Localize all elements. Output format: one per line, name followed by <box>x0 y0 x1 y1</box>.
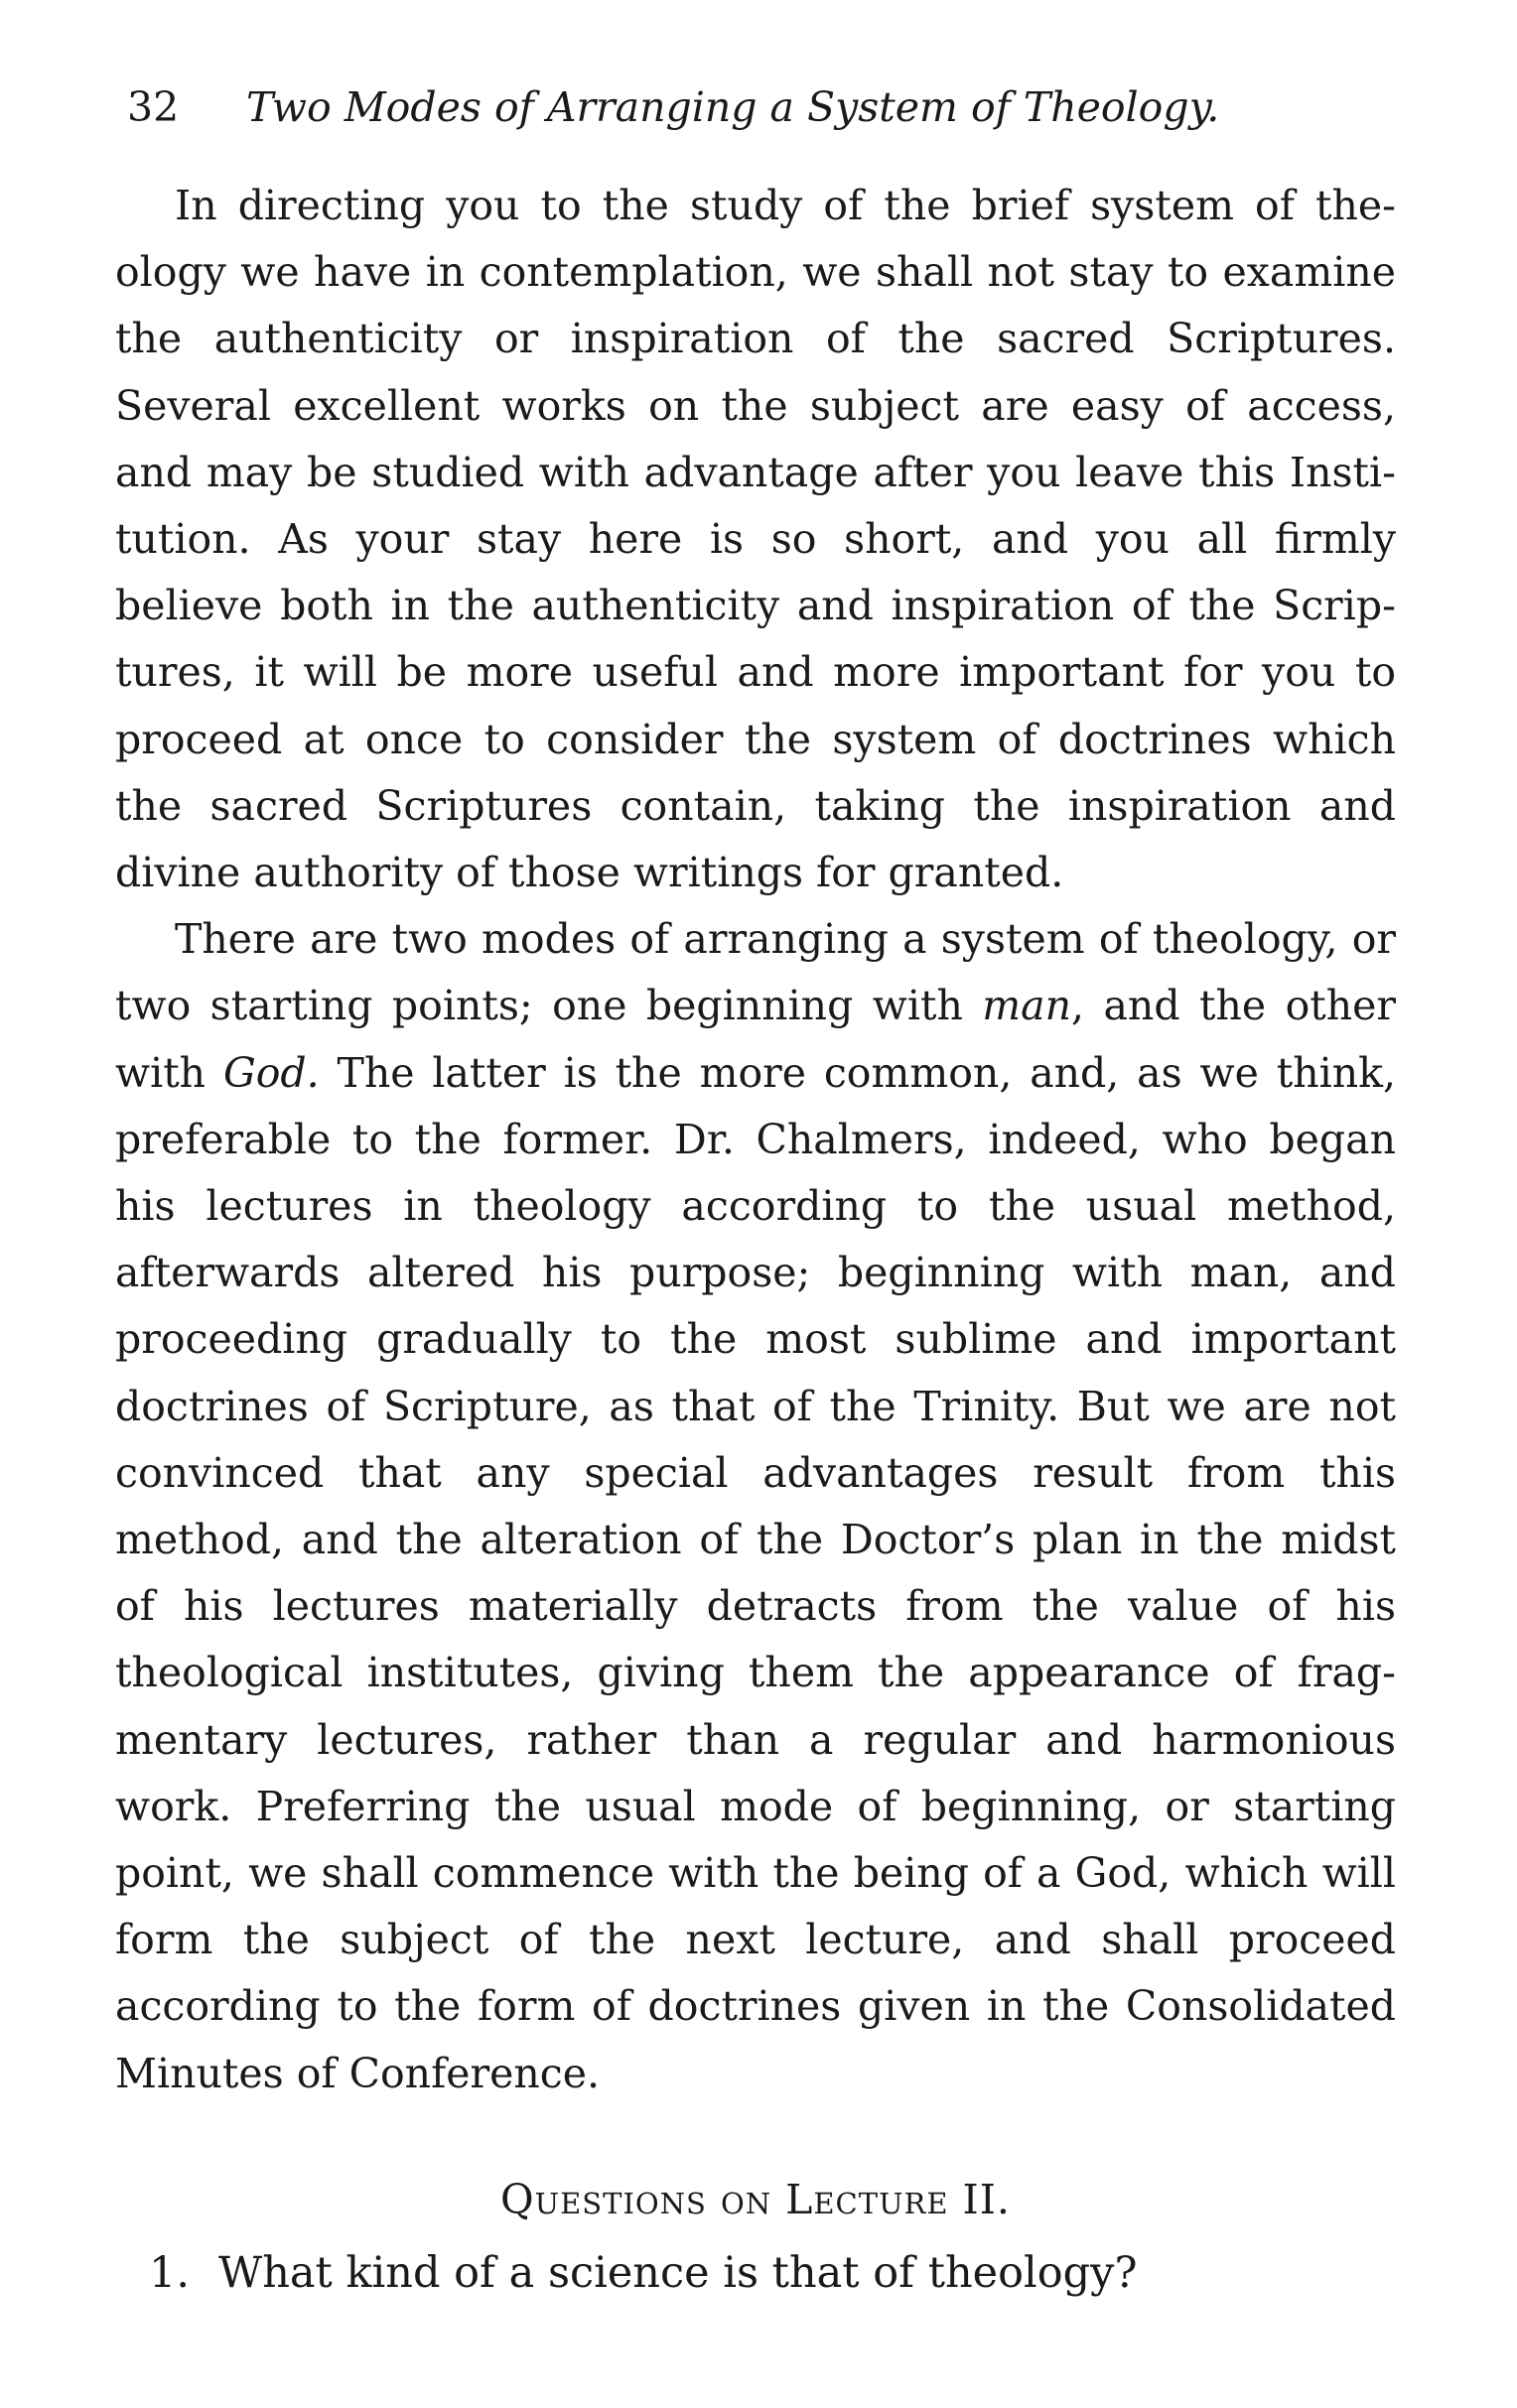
paragraph-1: In directing you to the study of the brief system of theology we have in contemplation, we shall not stay to examine the authenticity or inspiration of the sacred Scriptures. Several excellent works on the subject are easy of access, and may be studied with advantage after you leave this Institution. As your stay here is so short, and you all firmly believe both in the authenticity and inspiration of the Scriptures, it will be more useful and more important for you to proceed at once to consider the system of doctrines which the sacred Scriptures contain, taking the inspiration and divine authority of those writings for granted. <box>115 182 1396 897</box>
emphasis-man: man <box>982 982 1072 1030</box>
question-list <box>149 2241 1390 2305</box>
question-item <box>149 2241 1390 2305</box>
emphasis-god: God. <box>222 1048 320 1097</box>
body-text <box>115 173 1396 2107</box>
running-head <box>127 77 1408 137</box>
page-number: 32 <box>127 83 180 131</box>
paragraph-2 <box>115 906 1396 2107</box>
question-number: 1. <box>149 2248 191 2298</box>
paragraph-2-part-c: The latter is the more common, and, as we think, preferable to the former. Dr. Chalmers, indeed, who began his lectures in theology according to the usual method, afterwards altered his purpose; beginning with man, and proceeding gradually to the most sublime and important doctrines of Scripture, as that of the Trinity. But we are not convinced that any special advantages result from this method, and the alteration of the Doctor’s plan in the midst of his lectures materially detracts from the value of his theological institutes, giving them the appearance of fragmentary lectures, rather than a regular and harmonious work. Preferring the usual mode of beginning, or starting point, we shall commence with the being of a God, which will form the subject of the next lecture, and shall proceed according to the form of doctrines given in the Consolidated Minutes of Conference. <box>115 1048 1396 2097</box>
paragraph-2-part-b: , and the other with <box>115 982 1396 1097</box>
questions-heading: Questions on Lecture II. <box>500 2176 1011 2223</box>
question-text: What kind of a science is that of theology? <box>218 2248 1138 2298</box>
running-title: Two Modes of Arranging a System of Theology. <box>246 83 1220 131</box>
paragraph-2-part-a: There are two modes of arranging a system of theology, or two starting points; one beginning with <box>115 915 1396 1030</box>
